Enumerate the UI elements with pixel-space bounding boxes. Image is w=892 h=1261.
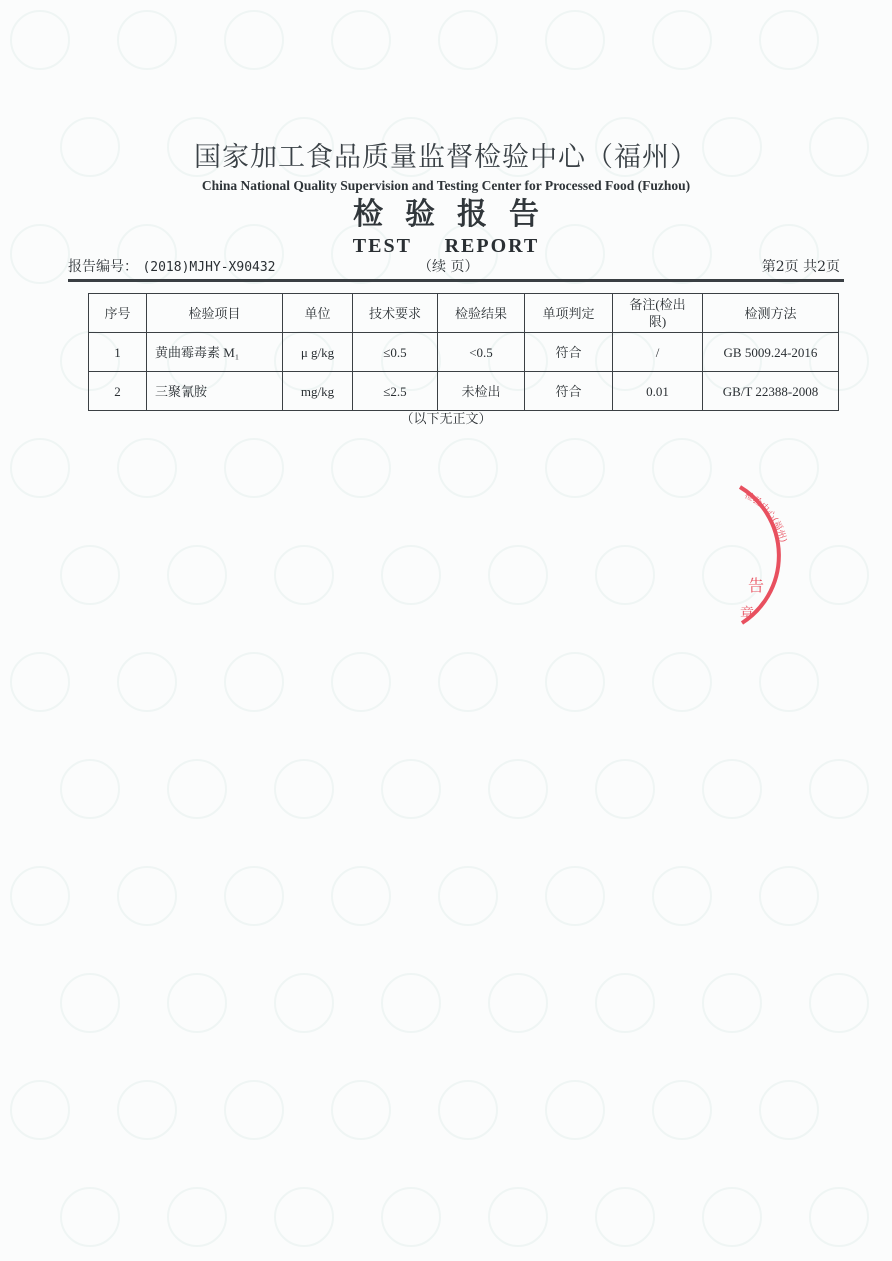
watermark-logo — [595, 973, 655, 1033]
watermark-logo — [652, 438, 712, 498]
cell-result: 未检出 — [438, 372, 525, 411]
watermark-logo — [117, 438, 177, 498]
report-title-chinese: 检验报告 — [353, 197, 561, 232]
report-title-english: TEST REPORT — [352, 235, 540, 257]
cell-unit: mg/kg — [283, 372, 353, 411]
results-table — [88, 293, 839, 411]
watermark-logo — [652, 1080, 712, 1140]
cell-index: 1 — [89, 333, 147, 372]
watermark-logo — [545, 1080, 605, 1140]
watermark-logo — [595, 759, 655, 819]
watermark-logo — [759, 652, 819, 712]
watermark-logo — [438, 438, 498, 498]
watermark-logo — [224, 10, 284, 70]
cell-remark: 0.01 — [613, 372, 703, 411]
watermark-logo — [759, 866, 819, 926]
stamp-character: 告 — [748, 576, 765, 595]
watermark-logo — [545, 866, 605, 926]
watermark-logo — [438, 1080, 498, 1140]
watermark-logo — [809, 973, 869, 1033]
cell-requirement: ≤0.5 — [353, 333, 438, 372]
watermark-logo — [595, 1187, 655, 1247]
header-cell: 备注(检出限) — [613, 294, 703, 333]
cell-requirement: ≤2.5 — [353, 372, 438, 411]
watermark-logo — [167, 545, 227, 605]
watermark-logo — [545, 652, 605, 712]
watermark-logo — [117, 1080, 177, 1140]
watermark-logo — [60, 759, 120, 819]
watermark-logo — [10, 866, 70, 926]
watermark-logo — [331, 866, 391, 926]
watermark-logo — [10, 10, 70, 70]
cell-unit: μ g/kg — [283, 333, 353, 372]
cell-remark: / — [613, 333, 703, 372]
table-row — [89, 333, 839, 372]
watermark-logo — [381, 545, 441, 605]
watermark-logo — [488, 973, 548, 1033]
watermark-logo — [759, 10, 819, 70]
watermark-logo — [117, 866, 177, 926]
end-of-text-note: （以下无正文） — [400, 412, 492, 427]
watermark-logo — [117, 10, 177, 70]
watermark-logo — [438, 652, 498, 712]
header-cell: 单位 — [283, 294, 353, 333]
cell-judgement: 符合 — [525, 372, 613, 411]
page-indicator: 第2页 共2页 — [761, 259, 840, 275]
watermark-logo — [60, 1187, 120, 1247]
watermark-logo — [381, 759, 441, 819]
report-number-value: (2018)MJHY-X90432 — [142, 260, 276, 275]
watermark-logo — [652, 10, 712, 70]
watermark-logo — [702, 1187, 762, 1247]
official-stamp — [720, 475, 810, 635]
watermark-logo — [331, 438, 391, 498]
watermark-logo — [488, 759, 548, 819]
watermark-logo — [438, 10, 498, 70]
watermark-logo — [167, 759, 227, 819]
watermark-logo — [117, 652, 177, 712]
header-cell: 检测方法 — [703, 294, 839, 333]
header-cell: 检验结果 — [438, 294, 525, 333]
center-title-english: China National Quality Supervision and Testing Center for Processed Food (Fuzhou) — [201, 178, 691, 193]
watermark-logo — [652, 866, 712, 926]
watermark-logo — [809, 545, 869, 605]
watermark-logo — [10, 1080, 70, 1140]
watermark-logo — [224, 866, 284, 926]
watermark-logo — [331, 10, 391, 70]
watermark-logo — [167, 973, 227, 1033]
watermark-logo — [381, 1187, 441, 1247]
cell-index: 2 — [89, 372, 147, 411]
watermark-logo — [488, 545, 548, 605]
cell-judgement: 符合 — [525, 333, 613, 372]
continued-label: （续 页） — [418, 259, 479, 275]
watermark-logo — [702, 973, 762, 1033]
watermark-logo — [545, 438, 605, 498]
watermark-logo — [274, 759, 334, 819]
header-cell: 序号 — [89, 294, 147, 333]
watermark-logo — [331, 1080, 391, 1140]
watermark-logo — [809, 759, 869, 819]
header-cell: 技术要求 — [353, 294, 438, 333]
table-header-row — [89, 294, 839, 333]
watermark-logo — [224, 652, 284, 712]
watermark-logo — [438, 866, 498, 926]
watermark-logo — [10, 652, 70, 712]
watermark-logo — [759, 1080, 819, 1140]
header-divider — [68, 279, 844, 282]
cell-method: GB/T 22388-2008 — [703, 372, 839, 411]
watermark-logo — [652, 652, 712, 712]
watermark-logo — [595, 545, 655, 605]
report-number — [68, 257, 276, 277]
watermark-logo — [10, 438, 70, 498]
report-number-label: 报告编号： — [68, 259, 138, 275]
stamp-character: 章 — [740, 606, 754, 622]
header-cell: 检验项目 — [147, 294, 283, 333]
watermark-logo — [381, 973, 441, 1033]
table-row — [89, 372, 839, 411]
cell-item: 黄曲霉毒素 M₁ — [147, 333, 283, 372]
center-title-chinese: 国家加工食品质量监督检验中心（福州） — [194, 142, 698, 173]
watermark-logo — [60, 545, 120, 605]
cell-result: <0.5 — [438, 333, 525, 372]
watermark-logo — [331, 652, 391, 712]
watermark-logo — [274, 1187, 334, 1247]
watermark-logo — [702, 759, 762, 819]
watermark-logo — [274, 545, 334, 605]
watermark-logo — [224, 1080, 284, 1140]
stamp-arc-text: 检验中心(福州) — [742, 490, 788, 544]
watermark-logo — [488, 1187, 548, 1247]
cell-method: GB 5009.24-2016 — [703, 333, 839, 372]
watermark-logo — [60, 973, 120, 1033]
watermark-logo — [809, 1187, 869, 1247]
watermark-logo — [224, 438, 284, 498]
header-cell: 单项判定 — [525, 294, 613, 333]
watermark-logo — [274, 973, 334, 1033]
watermark-logo — [545, 10, 605, 70]
cell-item: 三聚氰胺 — [147, 372, 283, 411]
watermark-logo — [167, 1187, 227, 1247]
